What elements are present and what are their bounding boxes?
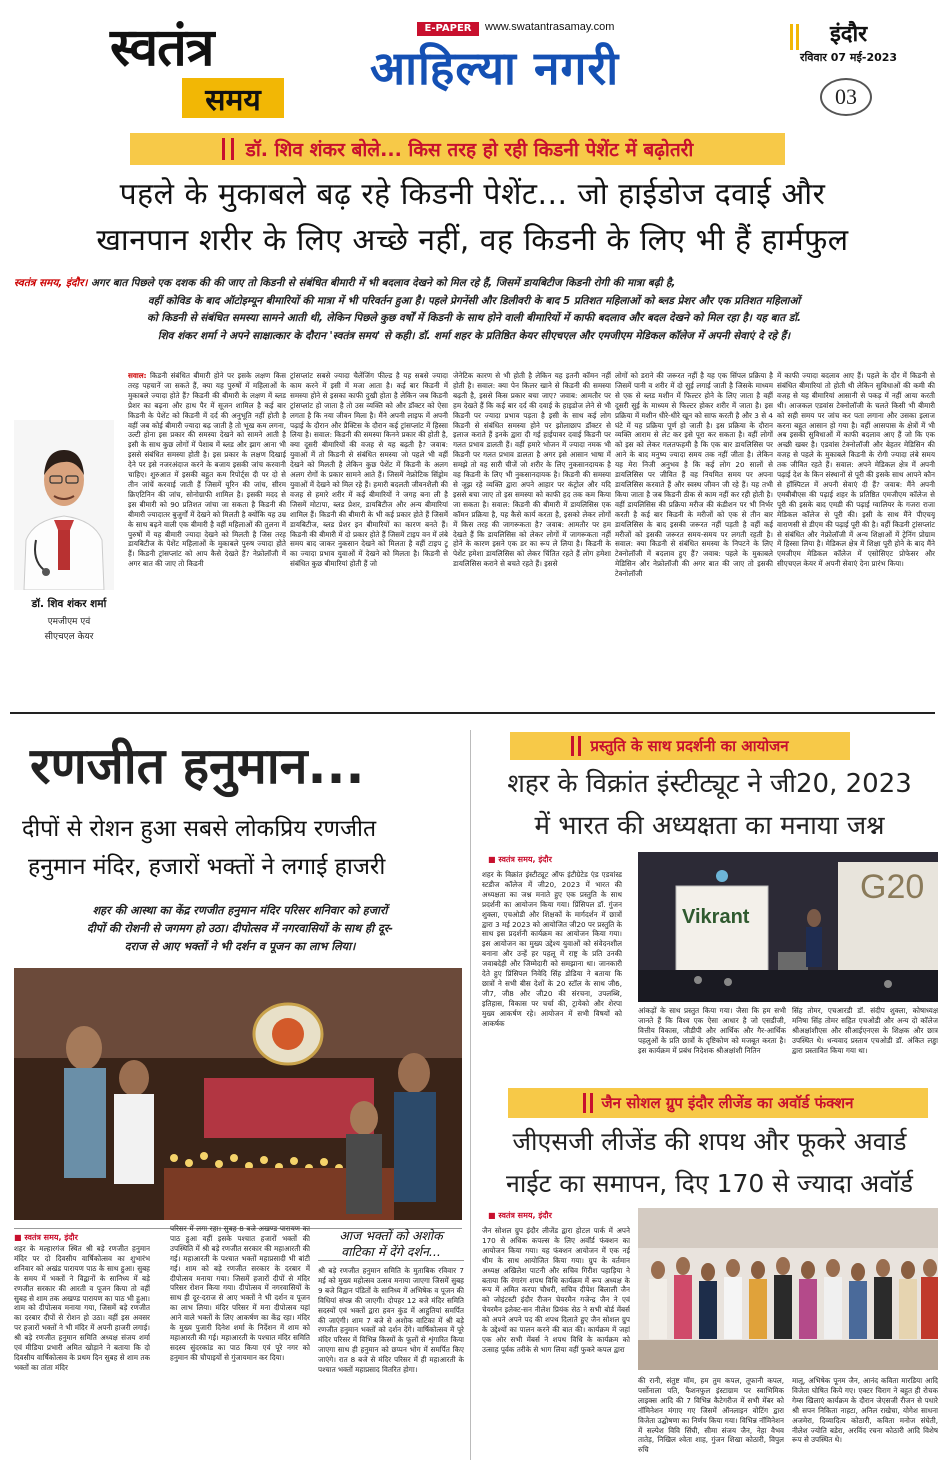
vikrant-event-photo	[638, 852, 938, 1002]
doctor-caption	[14, 597, 124, 642]
kidney-story	[0, 125, 945, 705]
g20-screen-text: G20	[860, 868, 925, 906]
temple-illustration	[14, 968, 462, 1220]
jsg-col-1	[482, 1226, 630, 1464]
hanuman-intro	[14, 902, 466, 956]
hanuman-intro-line2: दीपों की रोशनी से जगमग हो उठा। दीपोत्सव में नगरवासियों के साथ ही दूर-	[86, 922, 394, 935]
kidney-col-2-text: ट्रांसप्लांट सबसे ज्यादा चैलेंजिंग फील्ड है यह सबसे ज्यादा काम करने में इसी में मजा आता है। कई बार किडनी में समस्या होने से इसका काफी दुखी होता है लेकिन जब किडनी ट्रांसप्लांट हो जाता है तो उस व्यक्ति को और डॉक्टर को ऐसा लगता है कि नया जीवन मिला है। मैंने अपनी लाइफ में अपनी पढ़ाई के दौरान और प्रैक्टिस के दौरान कई ट्रांसप्लांट में हिस्सा लिया है। सवाल: किडनी की समस्या किनने प्रकार की होती है, क्या दूसरी बीमारियों की वजह से यह बढ़ती है? जवाब: युवाओं में तो किडनी से संबंधित समस्या जो पहले भी वहीं देखने को मिलती है लेकिन कुछ पेशेंट में किडनी के अलग अलग रोगों के प्रकार सामने आते हैं। जिसमें नेफ्रोटिक सिंड्रोम युवाओं में देखने को मिल रहे हैं। हमारी बदलती जीवनशैली की वजह से हमारे शरीर में कई बीमारियों ने जगह बना ली है जिसमें मोटापा, ब्लड प्रेशर, डायबिटीज और अन्य बीमारियां शामिल हैं। किडनी की बीमारी के भी कई प्रकार होते हैं जिसमें डायबिटीज, ब्लड प्रेशर इन बीमारियों का कारण बनते हैं। किडनी की बीमारी में दो प्रकार होते हैं जिसमें टाइप वन में लंबे समय बाद जाकर नुकसान देखने को मिलता है वहीं टाइप टू का ज्यादा प्रभाव युवाओं में देखने को मिलता है। किडनी से संबंधित कुछ बीमारियां होती हैं जो	[290, 371, 448, 569]
vikrant-byline: ■ स्वतंत्र समय, इंदौर	[488, 855, 552, 864]
vertical-divider	[470, 730, 471, 1460]
logo-bottom-text: समय	[205, 82, 261, 118]
jsg-kicker-text: जैन सोशल ग्रुप इंदौर लीजेंड का अवॉर्ड फंक्शन	[601, 1094, 854, 1112]
hanuman-byline: ■ स्वतंत्र समय, इंदौर	[14, 1233, 78, 1242]
jsg-col-2	[638, 1376, 784, 1466]
vikrant-col-1	[482, 870, 622, 1084]
jsg-col-3	[792, 1376, 938, 1466]
doctor-caption-line2: एमजीएम एवं	[47, 617, 91, 627]
vikrant-headline-line1: शहर के विक्रांत इंस्टीट्यूट ने जी20, 2023	[507, 769, 912, 799]
doctor-portrait-illustration	[14, 420, 114, 590]
vikrant-banner-text: Vikrant	[682, 906, 750, 928]
kidney-col-2	[290, 371, 448, 703]
kidney-col-1-text: किडनी संबंधित बीमारी होने पर इसके लक्षण किस तरह पहचानें जा सकते हैं, क्या यह पुरुषों में महिलाओं के मुकाबले ज्यादा होते हैं? किडनी की बीमारी के लक्षण में ब्लड प्रेशर का बढ़ना और हाथ पैर में सूजन शामिल है कई बार किडनी के पेशेंट को किडनी में दर्द की अनुभूति नहीं होती है वहीं जब कोई बीमारी ज्यादा बढ़ जाती है तो भूख कम लगना, उल्टी होना इस प्रकार की समस्या देखने को सामने आती है इसी के साथ कुछ लोगों में पेशाब में ब्लड और झाग आना भी इससे संबंधित समस्या होती है। इस प्रकार के लक्षण दिखाई देने पर इसे नजरअंदाज करने के बजाय इसकी जांच करवानी चाहिए। शुरुआत में इसकी बहुत कम रिपोर्ट्स दी पर दो से तीन जांचें करवाई जाती हैं जिसमें यूरिन की जांच, सीरम क्रिएटिनिन की जांच, सोनोग्राफी शामिल है। इसकी मदद से इस बीमारी को 90 प्रतिशत जांचा जा सकता है किडनी की बीमारी ज्यादातर बुजुर्गों में देखने को मिलती है क्योंकि यह उम्र के साथ बढ़ने वाली एक बीमारी है वहीं महिलाओं की तुलना में पुरुषों में यह बीमारी ज्यादा देखने को मिलती है जिस तरह डायबिटीज के पेशेंट महिलाओं के मुकाबले पुरुष ज्यादा होते हैं। किडनी ट्रांसप्लांट को आप कैसे देखते हैं? नेफ्रोलॉजी में अगर बात की जाए तो किडनी	[128, 371, 286, 569]
kidney-headline-line2: खानपान शरीर के लिए अच्छे नहीं, वह किडनी के लिए भी हैं हार्मफुल	[96, 223, 849, 258]
kidney-col-1	[128, 371, 286, 703]
kidney-intro-line1: अगर बात पिछले एक दशक की की जाए तो किडनी से संबंधित बीमारी में भी बदलाव देखने को मिल रहे हैं, जिसमें डायबिटीज किडनी रोगी की मात्रा बढ़ी है,	[87, 277, 676, 289]
vikrant-col-2	[638, 1006, 786, 1084]
kidney-intro	[14, 275, 934, 345]
jsg-headline-line2: नाईट का समापन, दिए 170 से ज्यादा अवॉर्ड	[506, 1169, 913, 1198]
vikrant-col-1-text: शहर के विक्रांत इंस्टीट्यूट ऑफ इंटीग्रेटेड एंड एडवांस्ड स्टडीज कॉलेज में जी20, 2023 में भारत की अध्यक्षता का जश्न मनाते हुए एक प्रस्तुति के साथ प्रदर्शनी का आयोजन किया गया। प्रिंसिपल डॉ. गुंजन शुक्ला, एचओडी और शिक्षकों के मार्गदर्शन में छात्रों द्वारा 3 मई 2023 को आयोजित जी20 पर प्रस्तुति के साथ इस प्रदर्शनी कार्यक्रम का आयोजन किया गया। इस आयोजन का मुख्य उद्देश्य युवाओं को संवेदनशील बनाना और उन्हें हर पहलू में राष्ट्र के प्रति उनकी जवाबदेही और जिम्मेदारी को समझाना था। जानकारी देते हुए प्रिंसिपल निवेदि सिंह डोडिया ने बताया कि छात्रों ने सभी बीस देशों के 20 स्टॉल के साथ जी6, जी7, जी8 और जी20 की संरचना, उपलब्धि, इतिहास, विकास पर चर्चा की, ट्रायेको और शेरपा मुख्य आकर्षण रहे। आयोजन में सभी विषयों को आकर्षक	[482, 870, 622, 1028]
hanuman-col-2-text: परिसर में लगा रहा। सुबह 8 बजे अखण्ड पारायण का पाठ हुआ वहीं इसके पश्चात हजारों भक्तों की उपस्थिति में श्री बड़े रणजीत सरकार की महाआरती की गई। महाआरती के पश्चात भक्तों महाप्रसादी भी बांटी गई। शाम को बड़े रणजीत सरकार के दरबार में दीपोत्सव मनाया गया। जिसमें हजारों दीपों से मंदिर परिसर रोशन किया गया। दीपोत्सव में नगरवासियों के साथ ही दूर-दराज से आए भक्तों ने भी दर्शन व पूजन का लाभ लिया। मंदिर परिसर में मना दीपोत्सव यहां आने वाले भक्तों के लिए आकर्षण का केंद्र रहा। मंदिर के मुख्य पुजारी दिनेश शर्मा के निर्देशन में शाम को महाआरती की गई। महाआरती के पश्चात मंदिर समिति सदस्य सुंदरकांड का पाठ किया एवं पूरे नगर को हनुमान की चौपाइयों से गुंजायमान कर दिया।	[170, 1224, 310, 1362]
vikrant-byline-text: स्वतंत्र समय, इंदौर	[498, 855, 552, 864]
kidney-col-3-text: जेनेटिक कारण से भी होती है लेकिन यह इतनी कॉमन नहीं होती है। सवाल: क्या पेन किलर खाने से किडनी की समस्या बढ़ती है, इससे किस प्रकार बचा जाए? जवाब: आमतौर पर हम देखते हैं कि कई बार दर्द की दवाई के हाइडोज लेने से भी किडनी पर ज्यादा प्रभाव पड़ता है इसी के साथ कई लोग किडनी से संबंधित समस्या होने पर झोलाछाप डॉक्टर से इलाज कराते हैं इनके द्वारा दी गई हाईपावर दवाई किडनी पर गलत प्रभाव डालती हैं। वहीं हमारे भोजन में ज्यादा नमक भी किडनी पर गलत प्रभाव डालता है अगर इसे आसान भाषा में समझे तो वह सारी चीजें जो शरीर के लिए नुकसानदायक है वह किडनी के लिए भी नुकसानदायक है। किडनी की समस्या से जूझ रहे व्यक्ति द्वारा अपने आहार पर कंट्रोल और यदि इससे बचा जाए तो इस समस्या को काफी हद तक कम किया जा सकता है। सवाल: किडनी की बीमारी में डायलिसिस एक कॉमन प्रक्रिया है, यह कैसे कार्य करता है, इसको लेकर लोगों में किस तरह की जागरूकता है? जवाब: आमतौर पर हम देखते हैं कि डायलिसिस को लेकर लोगों में जागरूकता नहीं होने के कारण इसने एक डर का रूप ले लिया है। किडनी के पेशेंट हमेशा डायलिसिस को लेकर चिंतित रहते हैं लोग हमेशा डायलिसिस कराने से बचते रहते हैं। इससे	[453, 371, 611, 569]
kidney-col-5-text: में काफी ज्यादा बदलाव आए हैं। पहले के दौर में किडनी से संबंधित बीमारियां तो होती थी लेकिन सुविधाओं की कमी की वजह से यह बीमारियां आसानी से पकड़ में नहीं आया करती थी। आजकल एडवांस टेक्नोलॉजी के चलते किसी भी बीमारी को सही समय पर जांच कर पता लगाना और उसका इलाज करना बहुत आसान हो गया है। वहीं आसपास के क्षेत्रों में भी अब इसकी सुविधाओं में काफी बदलाव आए हैं जो कि एक अच्छी खबर है। एडवांस टेक्नोलॉजी और बेहतर मेडिसिन की वजह से पहले के मुकाबले किडनी के रोगी ज्यादा लंबे समय तक जीवित रहते हैं। सवाल: अपने मेडिकल क्षेत्र में अपनी पढ़ाई देश के किन संस्थानों से पूरी की इसके साथ आपने कौन से हॉस्पिटल में अपनी सेवाएं दी हैं? जवाब: मैंने अपनी एमबीबीएस की पढ़ाई शहर के प्रतिष्ठित एमजीएम कॉलेज से पूरी की इसके बाद एमडी की पढ़ाई ग्वालियर के गजरा राजा मेडिकल कॉलेज से पूरी की। इसी के साथ मैंने पीएचयू वाराणसी से डीएम की पढ़ाई पूरी की है। वहीं किडनी ट्रांसप्लांट से संबंधित और नेफ्रोलॉजी में अन्य शिक्षाओं में ट्रेनिंग प्रोग्राम में हिस्सा लिया है। मेडिकल क्षेत्र में शिक्षा पूरी होने के बाद मैंने एमजीएम मेडिकल कॉलेज में एसोसिएट प्रोफेसर और सीएचएल केयर में अपनी सेवाएं देना प्रारंभ किया।	[777, 371, 935, 569]
kidney-col-3	[453, 371, 611, 703]
masthead	[0, 0, 945, 125]
hanuman-story	[0, 714, 470, 1468]
kidney-col-5	[777, 371, 935, 703]
jsg-byline: ■ स्वतंत्र समय, इंदौर	[488, 1211, 552, 1220]
doctor-caption-line3: सीएचएल केयर	[44, 632, 94, 642]
hanuman-intro-line3: दराज से आए भक्तों ने भी दर्शन व पूजन का लाभ लिया।	[124, 940, 356, 953]
kidney-intro-line2: वहीं कोविड के बाद ऑटोइम्यून बीमारियों की मात्रा में भी परिवर्तन हुआ है। पहले प्रेगनेंसी और डिलीवरी के बाद 5 प्रतिशत महिलाओं को ब्लड प्रेशर और एक प्रतिशत महिलाओं	[147, 294, 801, 307]
hanuman-subheadline-line1: दीपों से रोशन हुआ सबसे लोकप्रिय रणजीत	[22, 816, 377, 842]
jsg-headline-line1: जीएसजी लीजेंड की शपथ और फूकरे अवार्ड	[512, 1127, 907, 1156]
vikrant-headline-line2: में भारत की अध्यक्षता का मनाया जश्न	[534, 811, 885, 841]
jsg-story	[474, 1086, 945, 1468]
question-label: सवाल:	[128, 371, 147, 380]
jsg-group-photo	[638, 1208, 938, 1370]
hanuman-col-3-text: श्री बड़े रणजीत हनुमान समिति के मुताबिक रविवार 7 मई को मुख्य महोत्सव उत्सव मनाया जाएगा जिसमें सुबह 9 बजे विद्वान पंडितों के सानिध्य में अभिषेक व पूजन की विधियां संपन्न की जाएगी। दोपहर 12 बजे मंदिर समिति सदस्यों एवं भक्तों द्वारा हवन कुंड में आहुतियां समर्पित की जाएंगी। शाम 7 बजे से अशोक वाटिका में श्री बड़े रणजीत हनुमान भक्तों को दर्शन देंगे। वार्षिकोत्सव में पूरे मंदिर परिसर में विभिन्न किस्मों के फूलों से शृंगारित किया जाएगा साथ ही हनुमान को छप्पन भोग में समर्पित किए जाएंगे। रात 8 बजे से मंदिर परिसर में ही महाआरती के पश्चात भक्तों महाप्रसाद वितरित होगा।	[318, 1266, 464, 1375]
masthead-bars	[790, 24, 802, 50]
kidney-col-4-text: लोगों को डराने की जरूरत नहीं है यह एक सिंपल प्रक्रिया है जिसमें पानी व शरीर में दो सुई लगाई जाती है जिसके माध्यम से एक से ब्लड मशीन में फिल्टर होने के लिए जाता है वहीं दूसरी सुई के माध्यम से फिल्टर होकर शरीर में जाता है। इस प्रक्रिया में मशीन धीरे-धीरे खून को साफ करती है और 3 से 4 घंटे में यह प्रक्रिया पूर्ण हो जाती है। इस प्रक्रिया के दौरान व्यक्ति आराम से लेट कर इसे पूरा कर सकता है। वहीं लोगों को इस को लेकर गलतफहमी है कि एक बार डायलिसिस पर आने के बाद मनुष्य ज्यादा समय तक नहीं जीता है। लेकिन यह मेरा निजी अनुभव है कि कई लोग 20 सालों से डायलिसिस पर जीवित हैं वह नियमित समय पर अपना डायलिसिस करवाते हैं और स्वस्थ जीवन जी रहे हैं। यह तभी किया जाता है जब किडनी ठीक से काम नहीं कर रही होती है। वहीं डायलिसिस की प्रक्रिया मरीज की कंडीशन पर भी निर्भर करती है कई बार किडनी के मरीजों को एक से तीन बार डायलिसिस के बाद इसकी जरूरत नहीं पड़ती है वहीं कई मरीजों को इसकी जरूरत समय-समय पर लगती रहती है। सवाल: क्या किडनी से संबंधित समस्या के निपटने के लिए टेक्नोलॉजी में बदलाव हुए हैं? जवाब: पहले के मुकाबले मेडिसिन और नेफ्रोलॉजी की अगर बात की जाए तो इसकी टेक्नोलॉजी	[615, 371, 773, 579]
hanuman-subheadline-line2: हनुमान मंदिर, हजारों भक्तों ने लगाई हाजरी	[28, 854, 386, 880]
doctor-caption-name: डॉ. शिव शंकर शर्मा	[31, 598, 107, 610]
page-number: 03	[820, 78, 872, 116]
kidney-intro-line3: को किडनी से संबंधित समस्या सामने आती थी, लेकिन पिछले कुछ वर्षों में किडनी के साथ होने वाली बीमारियों में काफी बदलाव और बदल देखने को मिल रहा है। यह बात डॉ.	[147, 312, 801, 324]
issue-date: रविवार 07 मई-2023	[800, 51, 898, 64]
doctor-photo	[14, 420, 114, 590]
hanuman-col-2	[170, 1224, 310, 1466]
city-name: इंदौर	[830, 22, 868, 47]
hanuman-box-title-line2: वाटिका में देंगे दर्शन...	[341, 1244, 441, 1259]
hanuman-col-1-text: शहर के मल्हारगंज स्थित श्री बड़े रणजीत हनुमान मंदिर पर दो दिवसीय वार्षिकोत्सव का शुभारंभ शनिवार को अखंड पारायण पाठ के साथ हुआ। सुबह के समय में भक्तों ने विद्वानों के सानिध्य में बड़े रणजीत सरकार की आरती व पूजन किया तो वहीं सुबह से शाम तक अखण्ड पारायण का पाठ भी हुआ। शाम को दीपोत्सव मनाया गया, जिसमें बड़े रणजीत का दरबार दीपों से रोशन हो उठा। वहीं इस अवसर पर हजारों भक्तों ने भी मंदिर में अपनी हाजरी लगाई। श्री बड़े रणजीत हनुमान समिति अध्यक्ष संजय शर्मा एवं मीडिया प्रभारी अमित खोड़ाने ने बताया कि दो दिवसीय वार्षिकोत्सव के प्रथम दिन सुबह से शाम तक भक्तों का तांता मंदिर	[14, 1244, 150, 1372]
vikrant-story	[474, 714, 945, 1086]
edition-title: आहिल्या नगरी	[370, 41, 620, 95]
jsg-col-1-text: जैन सोशल ग्रुप इंदौर लीजेंड द्वारा होटल पार्क में अपने 170 से अधिक कपल्स के लिए अवॉर्ड फंक्शन का आयोजन किया गया। यह फंक्शन आयोजन में एक नई थीम के साथ आयोजित किया गया। ग्रुप के वर्तमान अध्यक्ष अखिलेश पाटनी और सचिव गिरीश पहाड़िया ने बताया कि रंगारंग शपथ विधि कार्यक्रम में रूप अध्यक्ष के रूप में अमित करपा चौधरी, सचिव दीपेश बिलाली जैन को जोइंटस्टी इंदौर रीजन चेयरमैन गजेन्द्र जैन ने एवं चेयरमैन इलेक्ट-सन नीलेश प्रियंक सेठ ने सभी बोर्ड मेंबर्स को अपने अपने पद की शपथ दिलाते हुए जैन सोशल ग्रुप के उद्देश्यों का पालन करने की बात की। कार्यक्रम में जहां एक ओर सभी मेंबर्स ने शपथ विधि के कार्यक्रम को उत्साह पूर्वक तरीके से भाग लिया वहीं फुकरे कपल द्वारा	[482, 1226, 630, 1354]
kidney-intro-line4: शिव शंकर शर्मा ने अपने साक्षात्कार के दौरान 'स्वतंत्र समय' से कही। डॉ. शर्मा शहर के प्रतिष्ठित केयर सीएचएल और एमजीएम मेडिकल कॉलेज में अपनी सेवाएं दे रहे हैं।	[157, 329, 791, 342]
vikrant-col-2-text: आंकड़ों के साथ प्रस्तुत किया गया। जैसा कि हम सभी जानते हैं कि विश्व एक ऐसा आधार है जो एसडीजी, वित्तीय विकास, जीडीपी और आर्थिक और गैर-आर्थिक पहलुओं के प्रति छात्रों के दृष्टिकोण को मजबूत करता है। इस कार्यक्रम में प्रबंध निदेशक श्रीअक्षांशी नितिन	[638, 1006, 786, 1055]
hanuman-box-title-line1: आज भक्तों को अशोक	[339, 1228, 443, 1243]
jsg-col-2-text: की रानी, संतुष्ट मॉम, हम तुम कपल, तूफानी कपल, पर्सोनाला पति, फैशनफुल इंस्टाग्राम पर स्वाभिमिक लाइक्स आदि की 7 विभिन्न कैटेगरीज में सभी मेंबर को नॉमिनेशन मंगाए गए जिसमें ऑनलाइन वोटिंग द्वारा विजेता उद्घोषणा का निर्णय किया गया। विभिन्न नॉमिनेशन में सल्पेश विवि सिंघी, सीमा संजय जैन, नेहा वैभव तातेड़, निखिल श्वेता शाह, गुंजन शिखा कोठारी, विपुल रुचि	[638, 1376, 784, 1455]
jsg-kicker	[508, 1088, 928, 1118]
hanuman-col-1	[14, 1244, 150, 1466]
kidney-kicker	[130, 133, 785, 165]
hanuman-box-title	[318, 1228, 464, 1261]
vikrant-col-3-text: सिंह तोमर, एचआरडी डॉ. संदीप शुक्ला, कोषाध्यक्ष मनिषा सिंह तोमर सहित एचओडी और अन्य दो कॉलेज श्रीअक्षांशीएस और सीआईएनएस के शिक्षक और छात्र उपस्थित थे। धन्यवाद प्रस्ताव एचओडी डॉ. अंकित लड्ढा द्वारा प्रस्तावित किया गया था।	[792, 1006, 938, 1055]
kidney-col-4	[615, 371, 773, 703]
jsg-col-3-text: मालू, अभिषेक पूनम जैन, आनंद कविता मारडिया आदि विजेता घोषित किये गए। एक्टर चिराग ने बहुत ही रोचक गेम्स खिलाएं कार्यक्रम के दौरान जेएसजी रीजन से पधारे श्री सपन निकिता नाहटा, अनिल राखेचा, योगेश साधना अजमेरा, दिव्यादित्य कोठारी, कविता मनोज संघेती, नीलेश ज्योति बडेरा, अरविंद रचना कोठारी आदि विशेष रूप से उपस्थित थे।	[792, 1376, 938, 1445]
website-url[interactable]: www.swatantrasamay.com	[485, 21, 615, 33]
hanuman-intro-line1: शहर की आस्था का केंद्र रणजीत हनुमान मंदिर परिसर शनिवार को हजारों	[92, 904, 388, 917]
vikrant-col-3	[792, 1006, 938, 1084]
logo-bottom-box	[182, 78, 284, 118]
hanuman-headline: रणजीत हनुमान...	[30, 737, 365, 795]
logo-top-text: स्वतंत्र	[110, 18, 214, 78]
epaper-tag: E-PAPER	[417, 22, 479, 36]
vikrant-kicker-text: प्रस्तुति के साथ प्रदर्शनी का आयोजन	[590, 737, 789, 755]
jsg-group-illustration	[638, 1208, 938, 1370]
kidney-kicker-text: डॉ. शिव शंकर बोले... किस तरह हो रही किडनी पेशेंट में बढ़ोतरी	[245, 139, 694, 161]
hanuman-byline-text: स्वतंत्र समय, इंदौर	[24, 1233, 78, 1242]
hanuman-col-3	[318, 1266, 464, 1466]
temple-photo	[14, 968, 462, 1220]
vikrant-kicker	[510, 732, 850, 760]
kidney-dateline: स्वतंत्र समय, इंदौर।	[14, 277, 88, 289]
logo	[110, 18, 290, 118]
jsg-byline-text: स्वतंत्र समय, इंदौर	[498, 1211, 552, 1220]
kidney-headline-line1: पहले के मुकाबले बढ़ रहे किडनी पेशेंट... जो हाईडोज दवाई और	[119, 177, 826, 212]
